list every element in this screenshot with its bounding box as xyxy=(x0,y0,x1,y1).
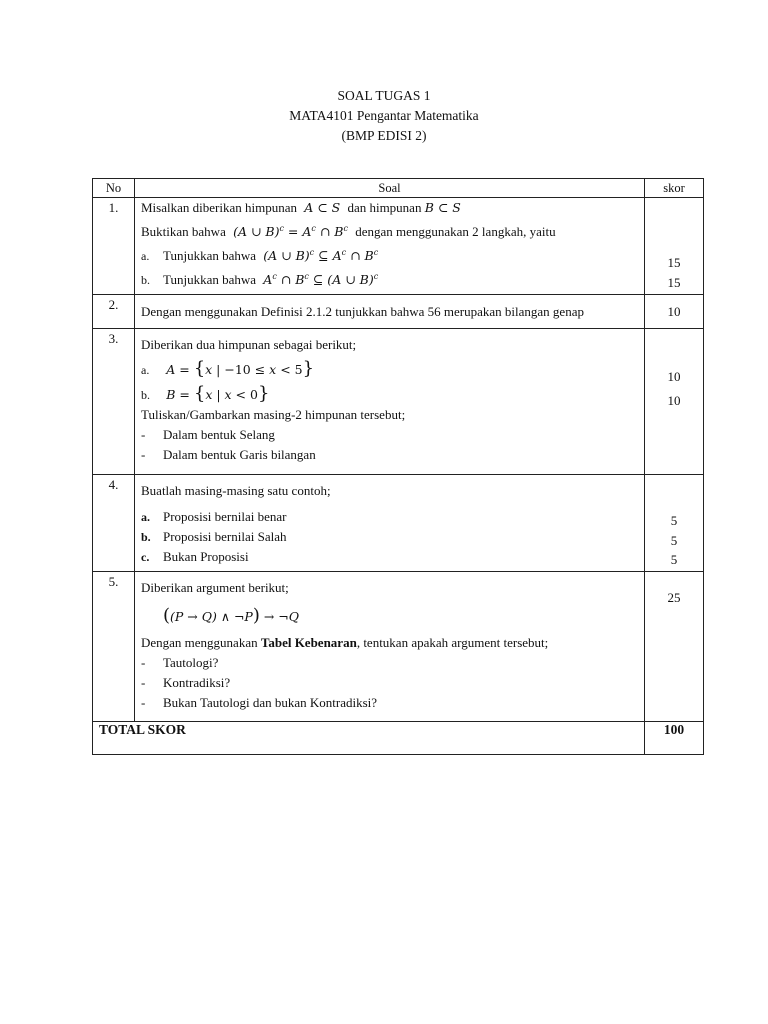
q2-text: Dengan menggunakan Definisi 2.1.2 tunjukkan bahwa 56 merupakan bilangan genap xyxy=(141,303,584,319)
q1-intro-b: dan himpunan xyxy=(347,200,422,215)
q1-prove-b: dengan menggunakan 2 langkah, yaitu xyxy=(355,224,556,239)
table-row xyxy=(93,198,704,295)
question-5-content xyxy=(135,572,645,722)
header-skor: skor xyxy=(645,179,704,198)
header-soal: Soal xyxy=(135,179,645,198)
questions-table xyxy=(92,178,704,755)
q3-skor-b: 10 xyxy=(667,393,681,408)
question-number: 5. xyxy=(93,572,135,722)
q4-c-label: c. xyxy=(141,550,150,564)
q4-intro: Buatlah masing-masing satu contoh; xyxy=(141,483,331,498)
document-header xyxy=(0,86,768,146)
q1-a-label: a. xyxy=(141,249,150,263)
q4-item-c: Bukan Proposisi xyxy=(163,549,249,564)
edition-label: (BMP EDISI 2) xyxy=(341,128,427,143)
formula-de-morgan: (A ∪ $B)^c = A^c$ ∩ $B^c$ xyxy=(229,223,348,239)
formula-b-subset-s: B ⊂ S xyxy=(424,200,461,215)
bullet-dash: - xyxy=(141,655,146,670)
q1-b-text: Tunjukkan bahwa xyxy=(163,272,257,287)
q3-skor xyxy=(645,329,704,475)
q5-skor-value: 25 xyxy=(667,590,681,605)
q1-a-text: Tunjukkan bahwa xyxy=(163,248,257,263)
total-value: 100 xyxy=(645,722,704,755)
table-row xyxy=(93,572,704,722)
bullet-dash: - xyxy=(141,675,146,690)
q1-intro-a: Misalkan diberikan himpunan xyxy=(141,200,297,215)
q1-skor xyxy=(645,198,704,295)
q4-skor-b: 5 xyxy=(670,532,678,548)
question-2-content xyxy=(135,295,645,329)
q1-prove-a: Buktikan bahwa xyxy=(141,224,226,239)
table-header-row xyxy=(93,179,704,198)
question-number: 3. xyxy=(93,329,135,475)
header-no: No xyxy=(93,179,135,198)
table-row xyxy=(93,475,704,572)
q3-skor-a: 10 xyxy=(667,369,681,384)
table-row xyxy=(93,329,704,475)
formula-step-b: $A^c$ ∩ $B^c$ ⊆ (A ∪ B)$^c$ xyxy=(259,271,379,287)
question-number: 1. xyxy=(93,198,135,295)
q4-a-label: a. xyxy=(141,510,150,524)
q5-bullet-1: Tautologi? xyxy=(163,655,219,670)
formula-argument: ((P → Q) ∧ ¬P) → ¬Q xyxy=(163,605,300,626)
q3-a-label: a. xyxy=(141,363,150,377)
q4-skor-a: 5 xyxy=(670,513,678,528)
formula-set-b: B = {x | x < 0} xyxy=(166,383,270,404)
formula-a-subset-s: A ⊂ S xyxy=(300,200,345,215)
formula-set-a: A = {x | −10 ≤ x < 5} xyxy=(166,358,315,379)
q1-skor-a: 15 xyxy=(667,255,681,270)
bullet-dash: - xyxy=(141,447,146,462)
q4-skor-c: 5 xyxy=(670,552,678,567)
q5-instruction-bold: Tabel Kebenaran xyxy=(260,635,357,650)
question-number: 4. xyxy=(93,475,135,572)
q4-b-label: b. xyxy=(141,530,151,544)
bullet-dash: - xyxy=(141,427,146,442)
q3-intro: Diberikan dua himpunan sebagai berikut; xyxy=(141,337,357,352)
course-name: MATA4101 Pengantar Matematika xyxy=(289,108,479,123)
q5-bullet-3: Bukan Tautologi dan bukan Kontradiksi? xyxy=(163,695,378,710)
total-label: TOTAL SKOR xyxy=(93,722,645,755)
q4-skor xyxy=(645,475,704,572)
q5-instruction-b: , tentukan apakah argument tersebut; xyxy=(356,635,549,650)
question-4-content xyxy=(135,475,645,572)
q3-bullet-1: Dalam bentuk Selang xyxy=(163,427,275,442)
q4-item-a: Proposisi bernilai benar xyxy=(163,509,287,524)
q1-skor-b: 15 xyxy=(667,275,681,290)
q2-skor: 10 xyxy=(645,295,704,329)
question-1-content xyxy=(135,198,645,295)
q3-b-label: b. xyxy=(141,388,150,402)
table-row xyxy=(93,295,704,329)
q4-item-b: Proposisi bernilai Salah xyxy=(163,529,287,544)
q1-b-label: b. xyxy=(141,273,150,287)
q5-intro: Diberikan argument berikut; xyxy=(141,580,289,595)
q3-bullet-2: Dalam bentuk Garis bilangan xyxy=(163,447,316,462)
formula-step-a: (A ∪ B)$^c$ ⊆ $A^c$ ∩ $B^c$ xyxy=(259,247,379,263)
bullet-dash: - xyxy=(141,695,146,710)
document-title: SOAL TUGAS 1 xyxy=(337,88,431,103)
total-row xyxy=(93,722,704,755)
q5-bullet-2: Kontradiksi? xyxy=(163,675,231,690)
q5-skor xyxy=(645,572,704,722)
q5-instruction-a: Dengan menggunakan xyxy=(141,635,261,650)
q3-instruction: Tuliskan/Gambarkan masing-2 himpunan tersebut; xyxy=(141,407,406,422)
question-3-content xyxy=(135,329,645,475)
question-number: 2. xyxy=(93,295,135,329)
